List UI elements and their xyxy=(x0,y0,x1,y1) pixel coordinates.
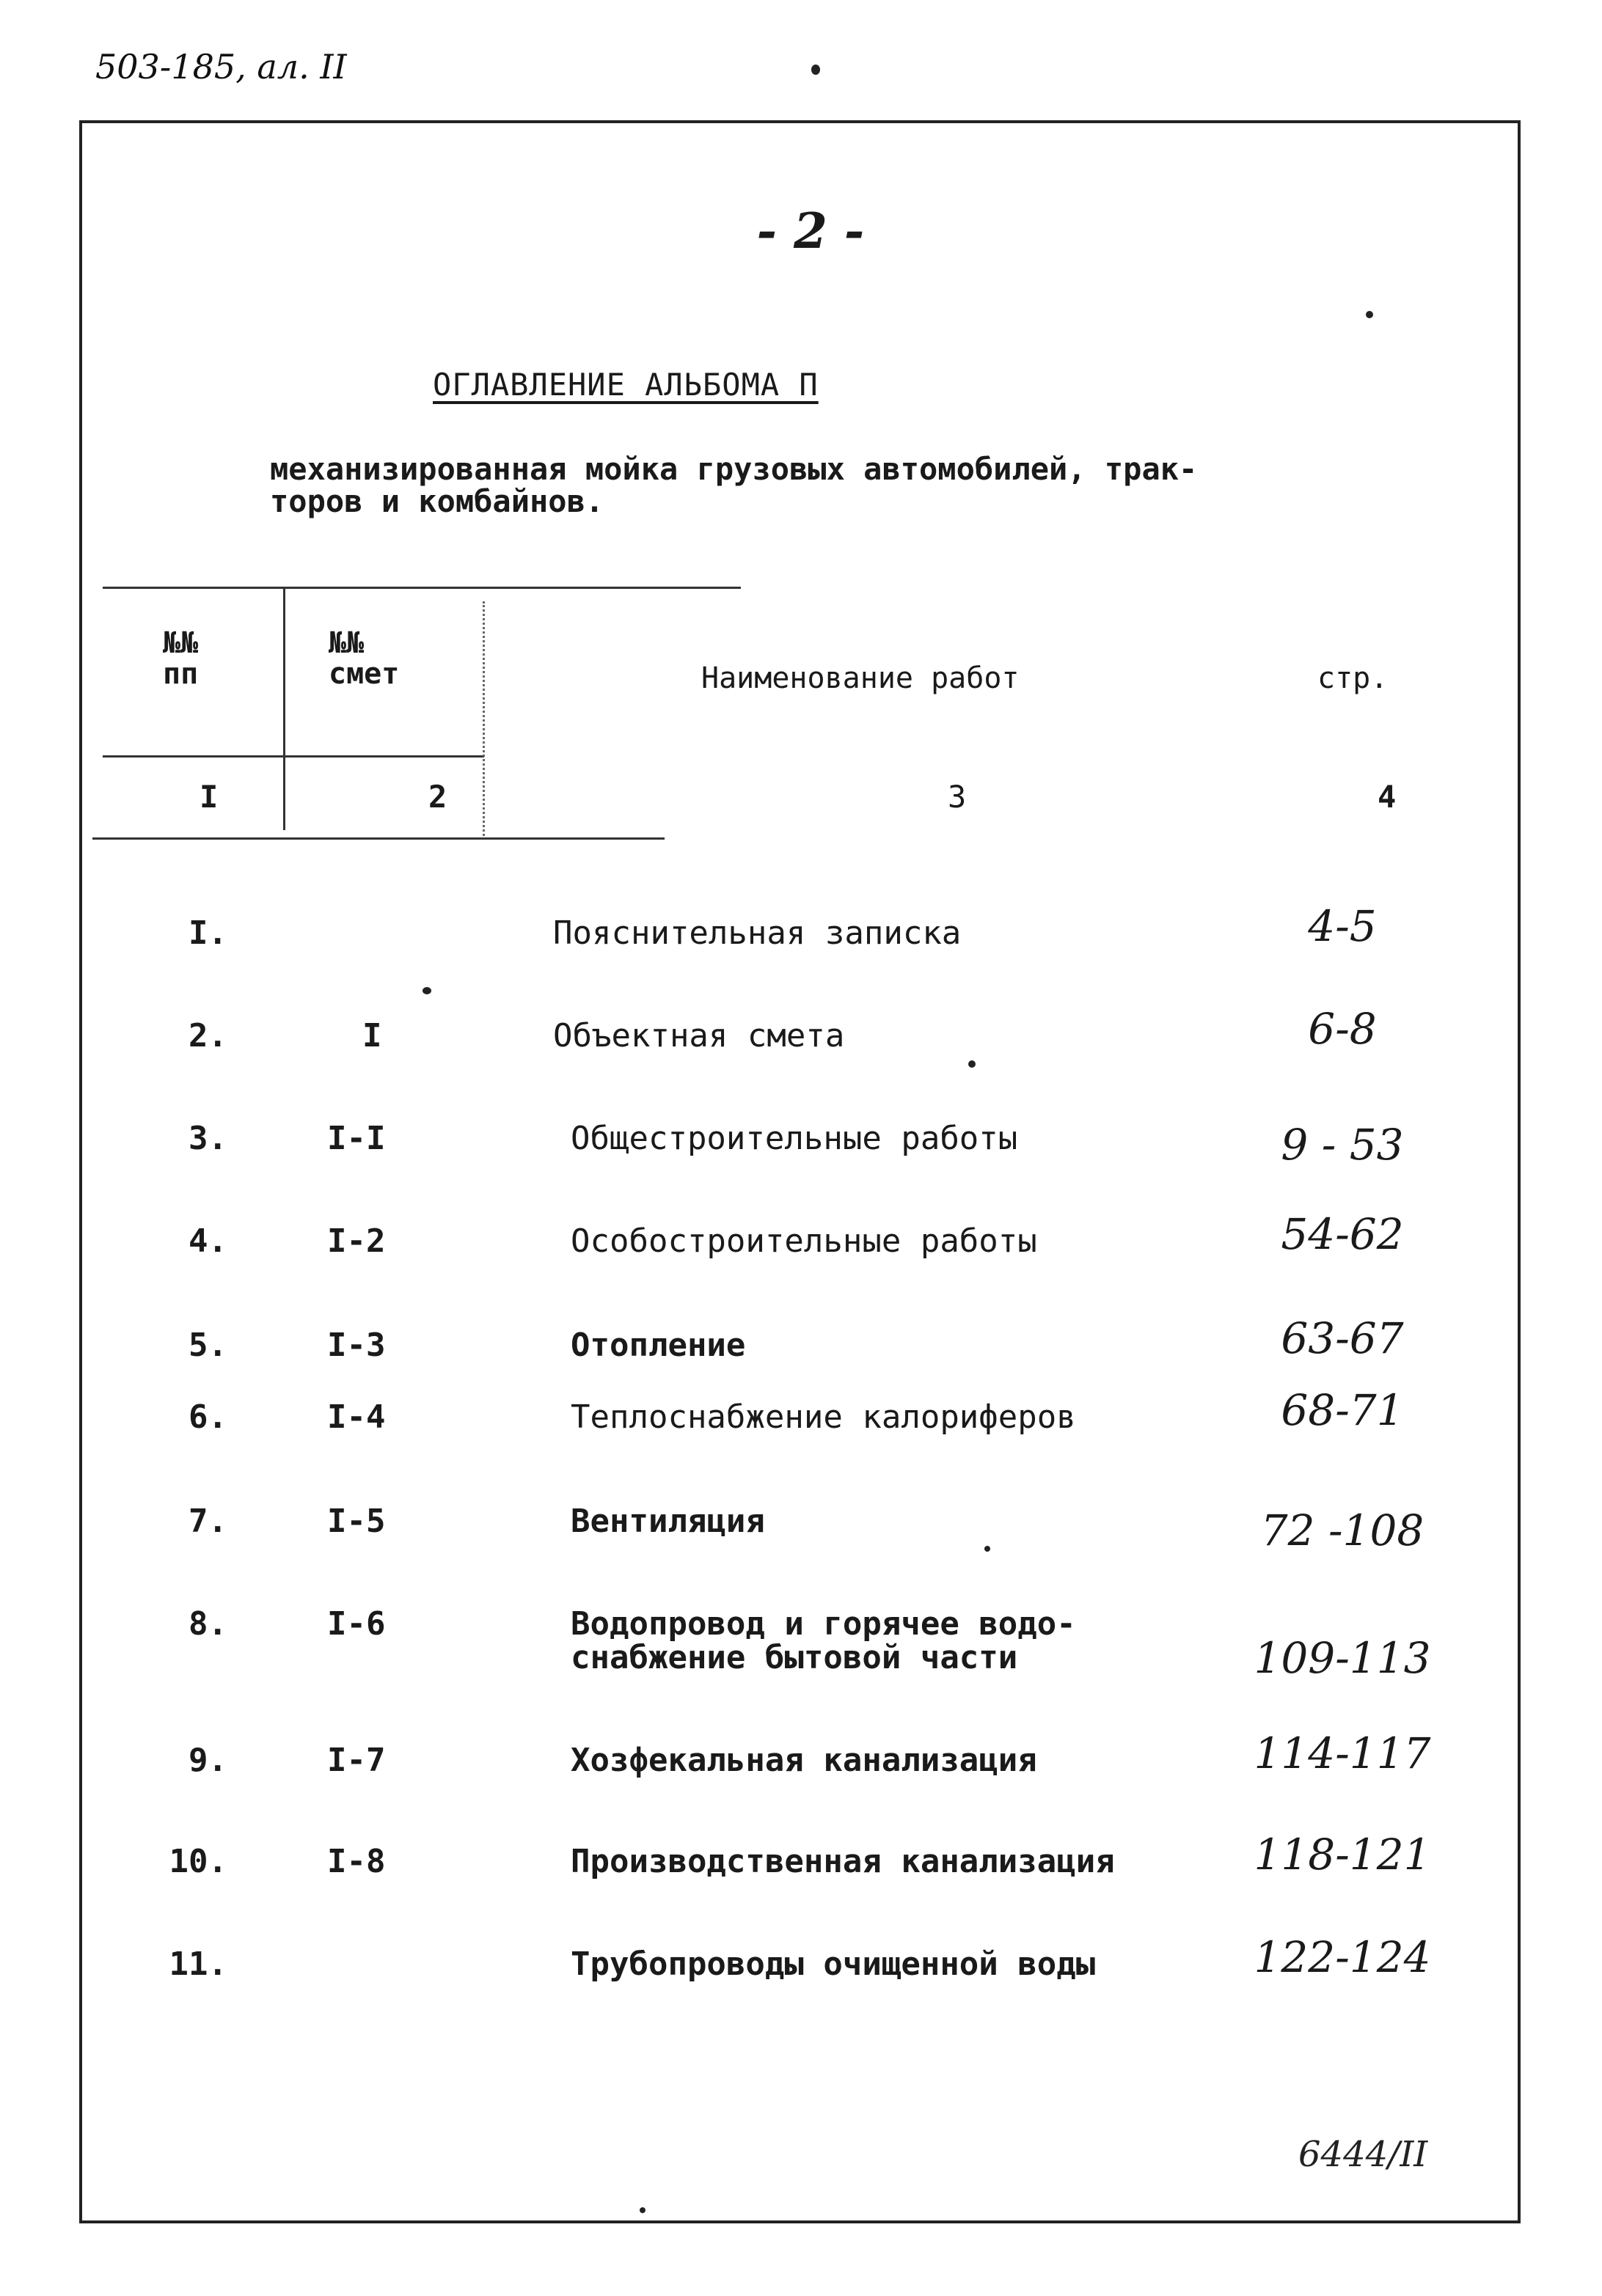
table-row xyxy=(0,1607,1602,1725)
scan-speck xyxy=(811,65,820,75)
scan-speck xyxy=(1366,311,1373,318)
row-estimate: I-8 xyxy=(327,1843,386,1880)
table-row xyxy=(0,1728,1602,1824)
scan-speck xyxy=(968,1060,976,1068)
table-row xyxy=(0,901,1602,997)
row-work-name: Теплоснабжение калориферов xyxy=(571,1398,1076,1436)
row-number: 5. xyxy=(189,1327,227,1364)
row-pages: 72 -108 xyxy=(1260,1505,1424,1555)
row-number: 9. xyxy=(189,1742,227,1779)
row-work-name: Водопровод и горячее водо- снабжение бытовой части xyxy=(571,1605,1076,1676)
row-pages: 68-71 xyxy=(1281,1385,1404,1435)
column-number-1: I xyxy=(200,779,219,815)
table-colnum-rule xyxy=(92,837,665,840)
row-pages: 109-113 xyxy=(1254,1633,1431,1683)
row-number: 3. xyxy=(189,1120,227,1157)
table-row xyxy=(0,1122,1602,1203)
table-row xyxy=(0,1004,1602,1100)
table-header-rule xyxy=(103,755,484,758)
row-number: 2. xyxy=(189,1017,227,1055)
page-number: - 2 - xyxy=(756,202,865,260)
row-estimate: I-2 xyxy=(327,1222,386,1260)
row-pages: 122-124 xyxy=(1254,1932,1431,1982)
row-estimate: I-I xyxy=(327,1120,386,1157)
table-row xyxy=(0,1932,1602,2028)
row-estimate: I-4 xyxy=(327,1398,386,1436)
row-work-name: Трубопроводы очищенной воды xyxy=(571,1945,1096,1983)
row-number: 10. xyxy=(169,1843,227,1880)
column-number-3: 3 xyxy=(948,779,967,815)
row-estimate: I-6 xyxy=(327,1605,386,1643)
table-column-divider-2 xyxy=(483,601,485,836)
row-number: 11. xyxy=(169,1945,227,1983)
row-number: 7. xyxy=(189,1503,227,1540)
row-work-name: Вентиляция xyxy=(571,1503,765,1540)
row-work-name: Объектная смета xyxy=(553,1017,845,1055)
row-estimate: I-7 xyxy=(327,1742,386,1779)
inventory-stamp: 6444/II xyxy=(1298,2134,1428,2175)
row-number: 4. xyxy=(189,1222,227,1260)
row-number: I. xyxy=(189,914,227,952)
row-pages: 114-117 xyxy=(1254,1728,1431,1778)
scan-speck xyxy=(984,1546,990,1552)
scan-speck xyxy=(640,2207,645,2213)
column-number-4: 4 xyxy=(1378,779,1397,815)
row-pages: 118-121 xyxy=(1254,1830,1431,1879)
row-number: 6. xyxy=(189,1398,227,1436)
header-num: №№ пп xyxy=(163,626,199,691)
table-row xyxy=(0,1385,1602,1481)
row-work-name: Хозфекальная канализация xyxy=(571,1742,1037,1779)
row-work-name: Пояснительная записка xyxy=(553,914,962,952)
row-work-name: Особостроительные работы xyxy=(571,1222,1037,1260)
table-top-rule xyxy=(103,587,741,589)
row-estimate: I xyxy=(362,1017,382,1055)
header-estimate: №№ смет xyxy=(329,626,400,691)
row-pages: 6-8 xyxy=(1308,1004,1377,1054)
table-row xyxy=(0,1505,1602,1585)
row-estimate: I-3 xyxy=(327,1327,386,1364)
table-row xyxy=(0,1209,1602,1305)
document-subtitle: механизированная мойка грузовых автомобилей, трак- торов и комбайнов. xyxy=(270,451,1198,519)
row-estimate: I-5 xyxy=(327,1503,386,1540)
row-pages: 9 - 53 xyxy=(1281,1120,1404,1170)
row-work-name: Отопление xyxy=(571,1327,746,1364)
row-number: 8. xyxy=(189,1605,227,1643)
album-code: 503-185, ал. II xyxy=(95,47,347,87)
table-row xyxy=(0,1830,1602,1926)
header-page: стр. xyxy=(1317,661,1389,695)
column-number-2: 2 xyxy=(428,779,447,815)
row-pages: 63-67 xyxy=(1281,1313,1404,1363)
document-title: ОГЛАВЛЕНИЕ АЛЬБОМА П xyxy=(433,367,819,403)
table-column-divider-1 xyxy=(283,587,285,830)
row-work-name: Производственная канализация xyxy=(571,1843,1115,1880)
row-pages: 4-5 xyxy=(1308,901,1377,951)
row-pages: 54-62 xyxy=(1281,1209,1404,1259)
header-name: Наименование работ xyxy=(701,661,1020,695)
scan-speck xyxy=(423,987,431,994)
row-work-name: Общестроительные работы xyxy=(571,1120,1018,1157)
